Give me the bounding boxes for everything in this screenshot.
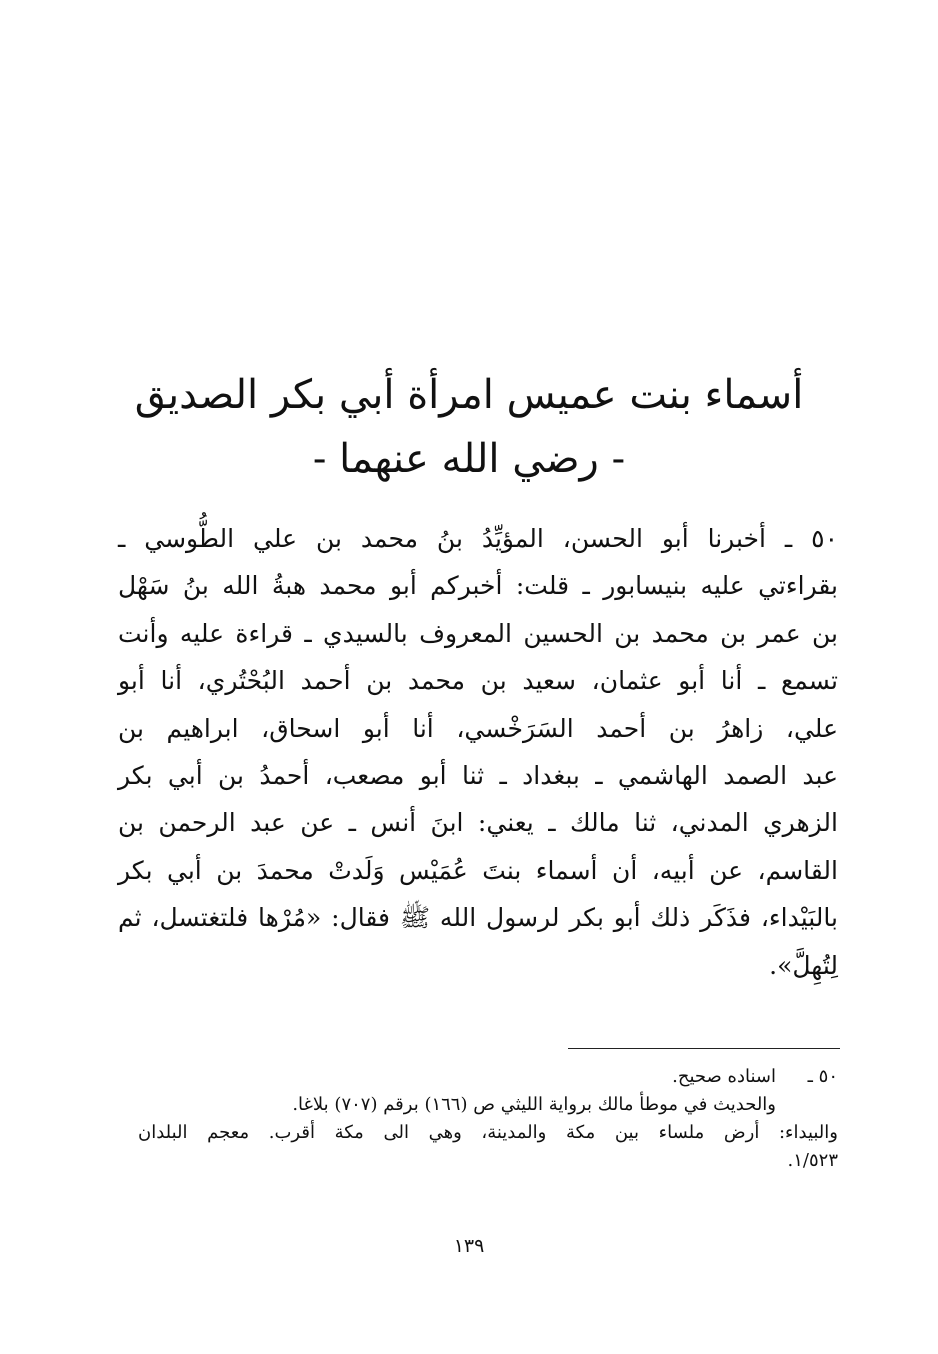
page-number: ١٣٩ (453, 1235, 485, 1257)
hadith-line: ٥٠ ـ أخبرنا أبو الحسن، المؤيِّدُ بنُ محمد بن علي الطُّوسي ـ (118, 524, 838, 553)
hadith-line: الزهري المدني، ثنا مالك ـ يعني: ابنَ أنس ـ عن عبد الرحمن بن (118, 808, 838, 838)
chapter-subtitle: - رضي الله عنهما - (312, 436, 626, 482)
hadith-line: القاسم، عن أبيه، أن أسماء بنتَ عُمَيْس وَلَدتْ محمدَ بن أبي بكر (118, 855, 838, 885)
footnote-line: ١/٥٢٣. (787, 1150, 838, 1171)
footnote-text: والحديث في موطأ مالك برواية الليثي ص (١٦٦) برقم (٧٠٧) بلاغا. (292, 1094, 776, 1115)
hadith-line: علي، زاهرُ بن أحمد السَرَخْسي، أنا أبو اسحاق، ابراهيم بن (118, 713, 838, 743)
hadith-line: لِتُهِلَّ». (769, 950, 838, 980)
hadith-line: بالبَيْداء، فذَكَر ذلك أبو بكر لرسول الله ﷺ فقال: «مُرْها فلتغتسل، ثم (118, 903, 838, 933)
hadith-line: تسمع ـ أنا أبو عثمان، سعيد بن محمد بن أحمد البُحْتُري، أنا أبو (118, 666, 838, 696)
hadith-text (118, 515, 838, 989)
footnote-text: اسناده صحيح. (672, 1066, 776, 1087)
hadith-line: عبد الصمد الهاشمي ـ ببغداد ـ ثنا أبو مصعب، أحمدُ بن أبي بكر (118, 760, 838, 790)
footnote-line (138, 1091, 838, 1119)
chapter-title: أسماء بنت عميس امرأة أبي بكر الصديق (134, 372, 804, 418)
footnote-line: والبيداء: أرض ملساء بين مكة والمدينة، وهي الى مكة أقرب. معجم البلدان (138, 1122, 838, 1143)
hadith-line: بقراءتي عليه بنيسابور ـ قلت: أخبركم أبو محمد هبةُ الله بنُ سَهْل (118, 571, 838, 601)
footnote-divider (568, 1048, 840, 1049)
footnote-line (138, 1063, 838, 1091)
footnotes (138, 1063, 838, 1175)
hadith-line: بن عمر بن محمد بن الحسين المعروف بالسيدي ـ قراءة عليه وأنت (118, 618, 838, 648)
footnote-number: ٥٠ ـ (807, 1066, 838, 1087)
